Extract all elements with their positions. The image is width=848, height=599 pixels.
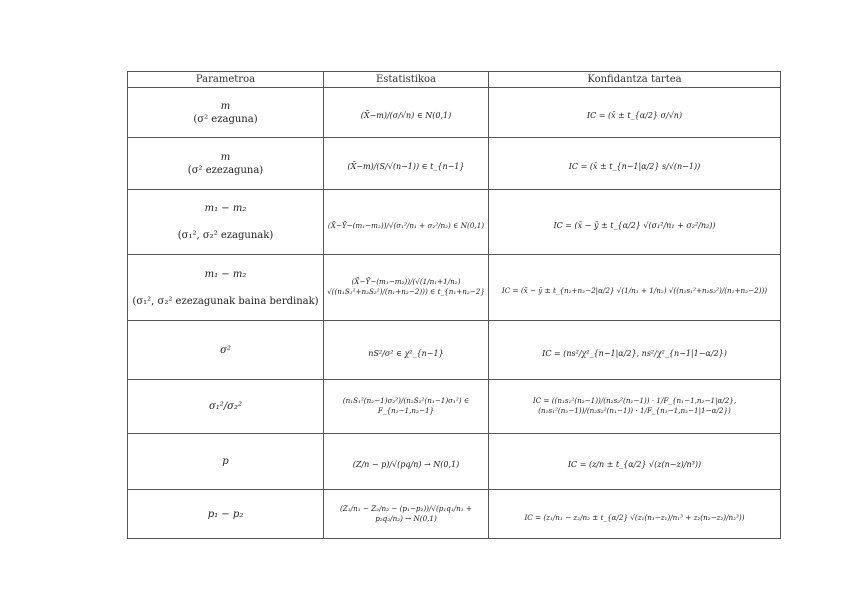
- statistic-formula: (n₁S₁²(n₂−1)σ₂²)/(n₂S₂²(n₁−1)σ₁²) ∈ F_{n₁−1,n₂−1}: [342, 396, 470, 415]
- statistic-formula: nS²/σ² ∈ χ²_{n−1}: [368, 348, 444, 358]
- parameter-cell: [128, 321, 324, 380]
- statistic-formula: (X̄−m)/(σ/√n) ∈ N(0,1): [360, 111, 452, 120]
- parameter-note: (σ² ezezaguna): [187, 164, 264, 176]
- interval-cell: [489, 190, 781, 255]
- statistic-formula: (X̄−Ȳ−(m₁−m₂))/(√(1/n₁+1/n₂) √((n₁S₁²+n₂S₂²)/(n₁+n₂−2))) ∈ t_{n₁+n₂−2}: [327, 277, 485, 296]
- parameter-symbol: p₁ − p₂: [207, 508, 244, 520]
- statistic-cell: [324, 434, 489, 490]
- statistic-cell: [324, 255, 489, 321]
- header-parameter: Parametroa: [128, 72, 324, 88]
- parameter-note: (σ₁², σ₂² ezagunak): [177, 230, 274, 241]
- table-row: [128, 380, 781, 434]
- parameter-note: (σ₁², σ₂² ezezagunak baina berdinak): [132, 295, 319, 307]
- parameter-symbol: m: [220, 151, 231, 163]
- parameter-cell: [128, 255, 324, 321]
- interval-formula: IC = (z/n ± t_{α/2} √(z(n−z)/n³)): [567, 460, 702, 469]
- interval-cell: [489, 138, 781, 190]
- table-row: [128, 88, 781, 138]
- parameter-cell: [128, 138, 324, 190]
- parameter-symbol: m: [220, 100, 231, 112]
- statistic-cell: [324, 490, 489, 539]
- statistic-formula: (X̄−m)/(S/√(n−1)) ∈ t_{n−1}: [347, 162, 465, 171]
- interval-formula: IC = (x̄ − ȳ ± t_{n₁+n₂−2|α/2} √(1/n₁ + 1/n₂) √((n₁s₁²+n₂s₂²)/(n₁+n₂−2))): [501, 286, 768, 295]
- table-row: [128, 255, 781, 321]
- parameter-symbol: σ²: [220, 344, 231, 356]
- table-header-row: [128, 72, 781, 88]
- confidence-interval-table: [127, 71, 781, 539]
- parameter-symbol: σ₁²/σ₂²: [208, 401, 243, 412]
- parameter-cell: [128, 380, 324, 434]
- table-row: [128, 434, 781, 490]
- statistic-cell: [324, 190, 489, 255]
- table-row: [128, 321, 781, 380]
- parameter-cell: [128, 434, 324, 490]
- interval-cell: [489, 490, 781, 539]
- parameter-cell: [128, 190, 324, 255]
- interval-formula: IC = (x̄ ± t_{n−1|α/2} s/√(n−1)): [568, 162, 701, 171]
- statistic-cell: [324, 88, 489, 138]
- parameter-symbol: m₁ − m₂: [204, 203, 247, 214]
- interval-formula: IC = (z₁/n₁ − z₂/n₂ ± t_{α/2} √(z₁(n₁−z₁)/n₁³ + z₂(n₂−z₂)/n₂³)): [524, 512, 745, 522]
- interval-cell: [489, 380, 781, 434]
- table-row: [128, 138, 781, 190]
- interval-cell: [489, 434, 781, 490]
- interval-formula: IC = (x̄ − ȳ ± t_{α/2} √(σ₁²/n₁ + σ₂²/n₂)): [553, 220, 716, 230]
- statistic-cell: [324, 380, 489, 434]
- interval-formula: IC = (x̄ ± t_{α/2} σ/√n): [586, 111, 683, 120]
- parameter-symbol: m₁ − m₂: [204, 268, 247, 280]
- interval-cell: [489, 321, 781, 380]
- header-interval: Konfidantza tartea: [489, 72, 781, 88]
- parameter-symbol: p: [222, 456, 229, 467]
- table-row: [128, 190, 781, 255]
- parameter-note: (σ² ezaguna): [193, 113, 258, 125]
- header-statistic: Estatistikoa: [324, 72, 489, 88]
- table-row: [128, 490, 781, 539]
- statistic-cell: [324, 321, 489, 380]
- statistic-formula: (X̄−Ȳ−(m₁−m₂))/√(σ₁²/n₁ + σ₂²/n₂) ∈ N(0,1): [327, 220, 485, 230]
- statistic-formula: (Z₁/n₁ − Z₂/n₂ − (p₁−p₂))/√(p₁q₁/n₁ + p₂q₂/n₂) → N(0,1): [339, 503, 472, 523]
- parameter-cell: [128, 490, 324, 539]
- interval-formula: IC = ((n₁s₁²(n₂−1))/(n₂s₂²(n₁−1)) · 1/F_{n₁−1,n₂−1|α/2}, (n₁s₁²(n₂−1))/(n₂s₂²(n₁−1)) · 1/F_{n₁−1,n₂−1|1−α/2}): [532, 396, 737, 415]
- statistic-cell: [324, 138, 489, 190]
- statistic-formula: (Z/n − p)/√(pq/n) → N(0,1): [352, 460, 460, 469]
- parameter-cell: [128, 88, 324, 138]
- interval-cell: [489, 255, 781, 321]
- interval-cell: [489, 88, 781, 138]
- interval-formula: IC = (ns²/χ²_{n−1|α/2}, ns²/χ²_{n−1|1−α/2}): [542, 348, 727, 358]
